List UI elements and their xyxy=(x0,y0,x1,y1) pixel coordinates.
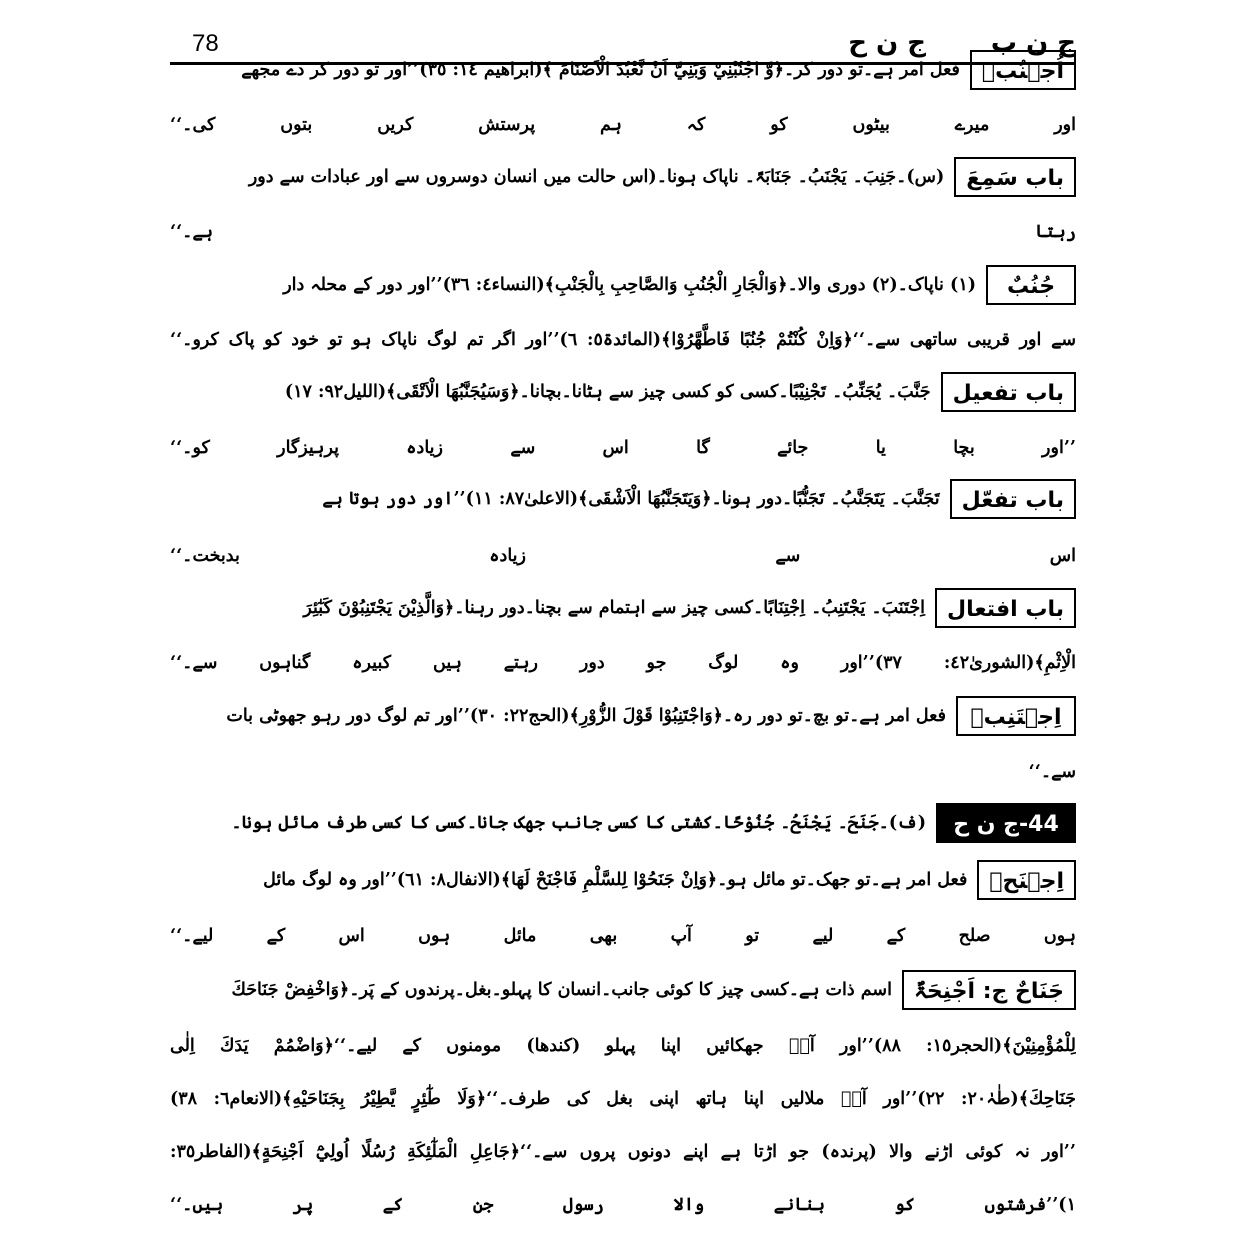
entry-text: فعل امر ہے۔تو بچ۔تو دور رہ۔﴿وَاجْتَنِبُوْا قَوْلَ الزُّوْرِ﴾(الحج٢٢: ٣٠)’’اور تم لوگ دور رہو جھوٹی بات xyxy=(226,706,946,726)
entry-headword-line xyxy=(170,803,1076,843)
entry-text: ١)’’فرشتوں کو بنانے والا رسول جن کے پر ہیں۔‘‘ xyxy=(170,1195,1076,1215)
headword-box: باب تفعیل xyxy=(941,372,1076,412)
entry-text: اور میرے بیٹوں کو کہ ہم پرستش کریں بتوں کی۔‘‘ xyxy=(170,115,1076,135)
page-number: 78 xyxy=(192,30,219,57)
entry-headword-line xyxy=(170,479,1076,519)
entry-headword-line xyxy=(170,588,1076,628)
entry-text: تَجَنَّبَ۔ یَتَجَنَّبُ۔ تَجَنُّبًا۔دور ہونا۔﴿وَيَتَجَنَّبُهَا الْاَشْقَى﴾(الاعلیٰ٨٧: ١١)’’اور دور ہوتا ہے xyxy=(322,489,940,509)
entry-text: سے۔‘‘ xyxy=(1028,762,1076,782)
headword-box: باب تفعّل xyxy=(950,479,1076,519)
entry-continuation-line xyxy=(170,320,1076,360)
entry-text: ’’اور نہ کوئی اڑنے والا (پرندہ) جو اڑتا ہے اپنے دونوں پروں سے۔‘‘﴿جَاعِلِ الْمَلٰٓئِكَةِ رُسُلًا اُولِيْٓ اَجْنِحَةٍ﴾(الفاطر٣٥: xyxy=(170,1142,1076,1162)
entry-text: جَنَاحِكَ﴾(طٰہٰ٢٠: ٢٢)’’اور آپؐ ملالیں اپنا ہاتھ اپنی بغل کی طرف۔‘‘﴿وَلَا طٰٓئِرٍ يَّطِيْرُ بِجَنَاحَيْهِ﴾(الانعام٦: ٣٨) xyxy=(170,1089,1076,1109)
headword-box: جَنَاحٌ ج: اَجْنِحَۃٌ xyxy=(902,970,1076,1010)
entry-headword-line xyxy=(170,372,1076,412)
headword-box: اِجۡنَحۡ xyxy=(977,860,1076,900)
root-heading: ج ن ب xyxy=(990,28,1076,58)
root-section-heading: 44-ج ن ح xyxy=(936,803,1076,843)
entry-headword-line xyxy=(170,265,1076,305)
entry-continuation-line xyxy=(170,1185,1076,1225)
entry-continuation-line xyxy=(170,536,1076,576)
entry-text: لِلْمُؤْمِنِيْنَ﴾(الحجر١٥: ٨٨)’’اور آپؐ جھکائیں اپنا پہلو (کندھا) مومنوں کے لیے۔‘‘﴿وَاضْمُمْ يَدَكَ اِلٰى xyxy=(170,1036,1076,1056)
headword-box: باب افتعال xyxy=(935,588,1076,628)
headword-box: اِجۡتَنِبۡ xyxy=(956,696,1076,736)
entry-text: رہتا ہے۔‘‘ xyxy=(170,222,1076,242)
entry-text: اِجْتَنَبَ۔ یَجْتَنِبُ۔ اِجْتِنَابًا۔کسی چیز سے اہتمام سے بچنا۔دور رہنا۔﴿وَالَّذِيْنَ يَجْتَنِبُوْنَ كَبٰٓئِرَ xyxy=(303,598,926,618)
entry-text: (س)۔جَنِبَ۔ یَجْنَبُ۔ جَنَابَۃً۔ ناپاک ہونا۔(اس حالت میں انسان دوسروں سے اور عبادات سے دور xyxy=(248,167,945,187)
entry-continuation-line xyxy=(170,428,1076,468)
entry-text: فعل امر ہے۔تو دور کر۔﴿وَّ اجْنُبْنِيْ وَبَنِيَّ اَنْ نَّعْبُدَ الْاَصْنَامَ ﴾(ابراھیم ١٤: ٣٥)’’اور تو دور کر دے مجھے xyxy=(241,60,960,80)
entry-continuation-line xyxy=(170,916,1076,956)
current-root-heading: ج ن ح xyxy=(848,28,926,58)
dictionary-page xyxy=(170,26,1076,1226)
entry-continuation-line xyxy=(170,1026,1076,1066)
entry-text: ’’اور بچا یا جائے گا اس سے زیادہ پرہیزگار کو۔‘‘ xyxy=(170,438,1076,458)
headword-box: جُنُبٌ xyxy=(986,265,1076,305)
entry-text: سے اور قریبی ساتھی سے۔‘‘﴿وَاِنْ كُنْتُمْ جُنُبًا فَاطَّهَّرُوْا﴾(المائدۃ٥: ٦)’’اور اگر تم لوگ ناپاک ہو تو خود کو پاک کرو۔‘‘ xyxy=(170,330,1076,350)
entry-text: اسم ذات ہے۔کسی چیز کا کوئی جانب۔انسان کا پہلو۔بغل۔پرندوں کے پَر۔﴿وَاخْفِضْ جَنَاحَكَ xyxy=(231,980,892,1000)
entry-text: ہوں صلح کے لیے تو آپ بھی مائل ہوں اس کے لیے۔‘‘ xyxy=(170,926,1076,946)
entry-text: (ف)۔جَنَحَ۔ یَجْنَحُ۔ جُنُوْحًا۔کشتی کا کسی جانب جھک جانا۔کسی کا کسی طرف مائل ہونا۔ xyxy=(231,813,926,833)
entry-text: اس سے زیادہ بدبخت۔‘‘ xyxy=(170,546,1076,566)
entry-headword-line xyxy=(170,157,1076,197)
headword-box: باب سَمِعَ xyxy=(954,157,1076,197)
entry-text: جَنَّبَ۔ یُجَنِّبُ۔ تَجْنِیْبًا۔کسی کو کسی چیز سے ہٹانا۔بچانا۔﴿وَسَيُجَنَّبُهَا الْاَتْقَى﴾(اللیل٩٢: ١٧) xyxy=(284,382,931,402)
entry-continuation-line xyxy=(170,643,1076,683)
headword-box: اُجۡنُبۡ xyxy=(970,50,1076,90)
entry-headword-line xyxy=(170,860,1076,900)
entry-text: الْاِثْمِ﴾(الشوریٰ٤٢: ٣٧)’’اور وہ لوگ جو دور رہتے ہیں کبیرہ گناہوں سے۔‘‘ xyxy=(170,653,1076,673)
entry-headword-line xyxy=(170,50,1076,90)
entry-continuation-line xyxy=(170,105,1076,145)
entry-continuation-line xyxy=(170,752,1076,792)
entry-continuation-line xyxy=(170,1079,1076,1119)
entry-continuation-line xyxy=(170,1132,1076,1172)
entry-text: فعل امر ہے۔تو جھک۔تو مائل ہو۔﴿وَاِنْ جَنَحُوْا لِلسَّلْمِ فَاجْنَحْ لَهَا﴾(الانفال٨: ٦١)’’اور وہ لوگ مائل xyxy=(263,870,968,890)
entry-continuation-line xyxy=(170,212,1076,252)
entry-text: (١) ناپاک۔(٢) دوری والا۔﴿وَالْجَارِ الْجُنُبِ وَالصَّاحِبِ بِالْجَنْبِ﴾(النساء٤: ٣٦)’’اور دور کے محلہ دار xyxy=(283,275,976,295)
entry-headword-line xyxy=(170,696,1076,736)
entry-headword-line xyxy=(170,970,1076,1010)
